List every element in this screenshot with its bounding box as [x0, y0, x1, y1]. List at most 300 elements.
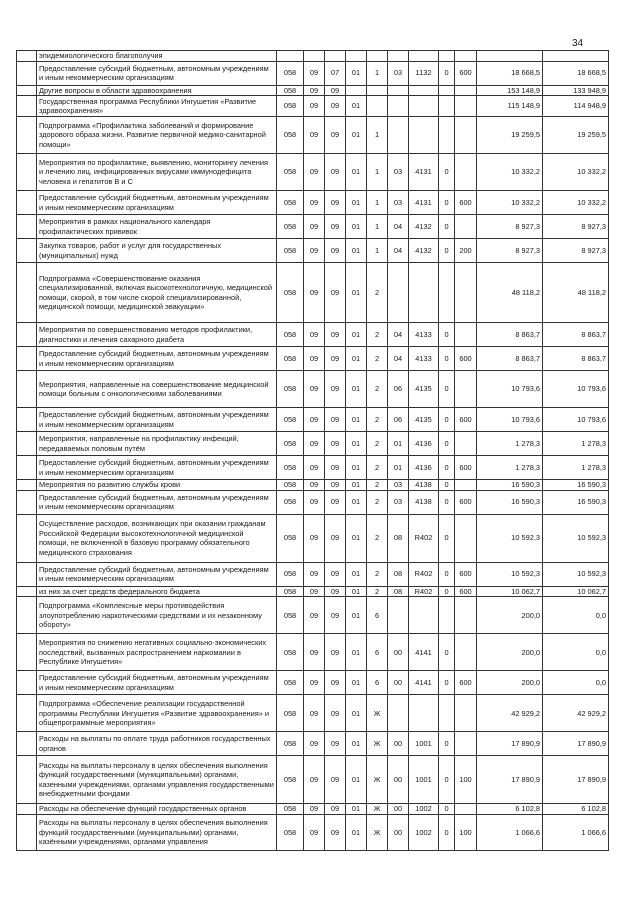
code-cell: 01	[346, 154, 367, 191]
row-name: Подпрограмма «Профилактика заболеваний и формирование здорового образа жизни. Развитие первичной медико-санитарной помощи»	[37, 117, 277, 154]
amount-plan: 10 332,2	[477, 154, 543, 191]
code-cell: 04	[388, 239, 409, 263]
amount-actual: 10 592,3	[543, 514, 609, 562]
code-cell	[439, 695, 455, 732]
code-cell	[455, 634, 477, 671]
code-cell: 0	[439, 408, 455, 432]
row-index-cell	[17, 490, 37, 514]
code-cell: 01	[346, 347, 367, 371]
row-name: Другие вопросы в области здравоохранения	[37, 85, 277, 96]
row-name: Предоставление субсидий бюджетным, автономным учреждениям и иным некоммерческим организациям	[37, 456, 277, 480]
code-cell: R402	[409, 514, 439, 562]
code-cell: 09	[304, 215, 325, 239]
amount-actual: 18 668,5	[543, 61, 609, 85]
row-index-cell	[17, 85, 37, 96]
code-cell: 09	[325, 634, 346, 671]
code-cell: 2	[367, 514, 388, 562]
code-cell: 4135	[409, 408, 439, 432]
code-cell: 01	[388, 432, 409, 456]
row-name: Предоставление субсидий бюджетным, автономным учреждениям и иным некоммерческим организациям	[37, 347, 277, 371]
amount-actual: 10 793,6	[543, 371, 609, 408]
code-cell	[439, 85, 455, 96]
code-cell: 600	[455, 671, 477, 695]
code-cell: 01	[346, 514, 367, 562]
code-cell: 09	[304, 597, 325, 634]
code-cell: 4132	[409, 215, 439, 239]
code-cell: 03	[388, 154, 409, 191]
amount-plan: 16 590,3	[477, 490, 543, 514]
code-cell: R402	[409, 562, 439, 586]
code-cell: 04	[388, 215, 409, 239]
code-cell: 09	[325, 215, 346, 239]
code-cell: 09	[325, 586, 346, 597]
code-cell: 09	[304, 263, 325, 323]
code-cell: 00	[388, 756, 409, 804]
code-cell: 0	[439, 239, 455, 263]
amount-plan: 8 927,3	[477, 239, 543, 263]
page-number: 34	[572, 38, 584, 49]
row-index-cell	[17, 732, 37, 756]
code-cell: 01	[346, 671, 367, 695]
code-cell: 09	[304, 732, 325, 756]
row-index-cell	[17, 695, 37, 732]
code-cell	[439, 263, 455, 323]
amount-actual: 1 066,6	[543, 814, 609, 850]
amount-actual: 8 927,3	[543, 215, 609, 239]
code-cell: 09	[325, 732, 346, 756]
code-cell: 0	[439, 154, 455, 191]
amount-actual: 10 062,7	[543, 586, 609, 597]
code-cell: 03	[388, 480, 409, 491]
code-cell: 600	[455, 191, 477, 215]
amount-actual: 10 332,2	[543, 154, 609, 191]
code-cell	[455, 263, 477, 323]
code-cell: 2	[367, 562, 388, 586]
code-cell	[439, 117, 455, 154]
code-cell: 01	[346, 96, 367, 117]
amount-plan: 1 066,6	[477, 814, 543, 850]
row-name: Подпрограмма «Комплексные меры противодействия злоупотреблению наркотическими средствами и их незаконному обороту»	[37, 597, 277, 634]
table-row	[17, 239, 609, 263]
code-cell: 0	[439, 432, 455, 456]
code-cell: 01	[346, 215, 367, 239]
code-cell: 4138	[409, 490, 439, 514]
code-cell: 03	[388, 490, 409, 514]
row-index-cell	[17, 408, 37, 432]
table-row	[17, 51, 609, 62]
code-cell: 4141	[409, 634, 439, 671]
table-row	[17, 634, 609, 671]
code-cell: 1132	[409, 61, 439, 85]
table-row	[17, 597, 609, 634]
row-name: Подпрограмма «Совершенствование оказания специализированной, включая высокотехнологичную, медицинской помощи, скорой, в том числе скорой специализированной, медицинской помощи, медицинской эвакуации»	[37, 263, 277, 323]
code-cell: 00	[388, 671, 409, 695]
code-cell: 600	[455, 61, 477, 85]
amount-actual: 10 592,3	[543, 562, 609, 586]
code-cell: 058	[277, 191, 304, 215]
code-cell: 01	[346, 191, 367, 215]
table-row	[17, 263, 609, 323]
code-cell: 09	[304, 586, 325, 597]
code-cell: 09	[325, 239, 346, 263]
code-cell	[409, 96, 439, 117]
row-index-cell	[17, 514, 37, 562]
code-cell: 058	[277, 239, 304, 263]
row-index-cell	[17, 96, 37, 117]
amount-plan: 115 148,9	[477, 96, 543, 117]
amount-actual: 48 118,2	[543, 263, 609, 323]
code-cell	[455, 371, 477, 408]
code-cell	[455, 117, 477, 154]
row-index-cell	[17, 634, 37, 671]
code-cell: 09	[325, 695, 346, 732]
code-cell: 2	[367, 490, 388, 514]
row-index-cell	[17, 804, 37, 815]
code-cell: 2	[367, 408, 388, 432]
code-cell: 01	[346, 263, 367, 323]
code-cell: 058	[277, 586, 304, 597]
code-cell	[388, 117, 409, 154]
row-name: Мероприятия по совершенствованию методов профилактики, диагностики и лечения сахарного диабета	[37, 323, 277, 347]
code-cell: 09	[304, 191, 325, 215]
code-cell: 09	[304, 756, 325, 804]
code-cell	[409, 85, 439, 96]
code-cell: 058	[277, 85, 304, 96]
amount-actual: 0,0	[543, 634, 609, 671]
code-cell: 09	[304, 117, 325, 154]
code-cell: 6	[367, 597, 388, 634]
amount-plan: 1 278,3	[477, 432, 543, 456]
code-cell: 00	[388, 732, 409, 756]
code-cell: 01	[346, 756, 367, 804]
code-cell: 09	[304, 85, 325, 96]
row-index-cell	[17, 671, 37, 695]
row-name: эпидемиологического благополучия	[37, 51, 277, 62]
code-cell: 0	[439, 323, 455, 347]
row-index-cell	[17, 456, 37, 480]
code-cell: 600	[455, 456, 477, 480]
code-cell: 0	[439, 562, 455, 586]
amount-plan: 10 793,6	[477, 371, 543, 408]
code-cell: 2	[367, 432, 388, 456]
row-name: Предоставление субсидий бюджетным, автономным учреждениям и иным некоммерческим организациям	[37, 671, 277, 695]
table-row	[17, 490, 609, 514]
code-cell: 00	[388, 634, 409, 671]
code-cell: 1	[367, 239, 388, 263]
code-cell: Ж	[367, 756, 388, 804]
code-cell: 01	[346, 432, 367, 456]
code-cell: 600	[455, 408, 477, 432]
code-cell: 00	[388, 804, 409, 815]
code-cell: 2	[367, 323, 388, 347]
amount-plan: 48 118,2	[477, 263, 543, 323]
row-index-cell	[17, 263, 37, 323]
code-cell: 0	[439, 634, 455, 671]
code-cell: Ж	[367, 814, 388, 850]
code-cell: 01	[346, 408, 367, 432]
code-cell	[346, 51, 367, 62]
code-cell: 09	[304, 323, 325, 347]
row-index-cell	[17, 371, 37, 408]
code-cell: 09	[304, 695, 325, 732]
code-cell: 200	[455, 239, 477, 263]
row-index-cell	[17, 756, 37, 804]
code-cell: 01	[346, 480, 367, 491]
code-cell: 058	[277, 695, 304, 732]
code-cell: 1	[367, 215, 388, 239]
code-cell: 058	[277, 408, 304, 432]
code-cell: 09	[304, 804, 325, 815]
code-cell: 01	[346, 814, 367, 850]
table-row	[17, 347, 609, 371]
amount-actual: 8 927,3	[543, 239, 609, 263]
amount-actual: 10 793,6	[543, 408, 609, 432]
code-cell: 1002	[409, 804, 439, 815]
code-cell: 01	[346, 634, 367, 671]
code-cell: 4136	[409, 432, 439, 456]
code-cell: 08	[388, 586, 409, 597]
code-cell: 01	[346, 456, 367, 480]
code-cell: 1001	[409, 732, 439, 756]
code-cell: 058	[277, 514, 304, 562]
code-cell: 0	[439, 732, 455, 756]
table-row	[17, 432, 609, 456]
code-cell: 06	[388, 371, 409, 408]
row-index-cell	[17, 191, 37, 215]
code-cell: 058	[277, 562, 304, 586]
code-cell: 01	[346, 732, 367, 756]
table-row	[17, 695, 609, 732]
code-cell: 4133	[409, 323, 439, 347]
amount-actual: 16 590,3	[543, 480, 609, 491]
table-row	[17, 85, 609, 96]
code-cell	[388, 51, 409, 62]
code-cell	[346, 85, 367, 96]
code-cell: 2	[367, 263, 388, 323]
code-cell: 09	[304, 490, 325, 514]
code-cell: 09	[325, 671, 346, 695]
row-index-cell	[17, 154, 37, 191]
code-cell: 4131	[409, 154, 439, 191]
code-cell: Ж	[367, 695, 388, 732]
amount-actual: 17 890,9	[543, 732, 609, 756]
code-cell: 4131	[409, 191, 439, 215]
amount-actual: 114 948,9	[543, 96, 609, 117]
amount-plan: 200,0	[477, 634, 543, 671]
code-cell: 0	[439, 490, 455, 514]
amount-actual: 17 890,9	[543, 756, 609, 804]
code-cell: 09	[325, 263, 346, 323]
table-row	[17, 480, 609, 491]
code-cell	[455, 432, 477, 456]
code-cell	[325, 51, 346, 62]
code-cell: 01	[346, 597, 367, 634]
amount-plan: 17 890,9	[477, 756, 543, 804]
row-name: Мероприятия по профилактике, выявлению, мониторингу лечения и лечению лиц, инфицированных вирусами иммунодефицита человека и гепатитов В и С	[37, 154, 277, 191]
code-cell: 058	[277, 597, 304, 634]
amount-plan: 18 668,5	[477, 61, 543, 85]
code-cell: 09	[304, 96, 325, 117]
code-cell: 09	[325, 562, 346, 586]
code-cell	[439, 51, 455, 62]
code-cell: 0	[439, 514, 455, 562]
code-cell: 09	[304, 371, 325, 408]
row-name: Расходы на выплаты по оплате труда работников государственных органов	[37, 732, 277, 756]
row-name: Расходы на выплаты персоналу в целях обеспечения выполнения функций государственными (муниципальными) органами, казёнными учреждениями, органами управления	[37, 814, 277, 850]
amount-plan: 1 278,3	[477, 456, 543, 480]
row-name: Закупка товаров, работ и услуг для государственных (муниципальных) нужд	[37, 239, 277, 263]
code-cell: Ж	[367, 804, 388, 815]
code-cell	[409, 263, 439, 323]
row-index-cell	[17, 323, 37, 347]
code-cell: 058	[277, 263, 304, 323]
code-cell: 09	[304, 814, 325, 850]
code-cell: 0	[439, 756, 455, 804]
code-cell	[455, 51, 477, 62]
code-cell: 07	[325, 61, 346, 85]
code-cell: 058	[277, 154, 304, 191]
code-cell: 2	[367, 586, 388, 597]
code-cell: 0	[439, 480, 455, 491]
amount-actual: 0,0	[543, 597, 609, 634]
code-cell	[304, 51, 325, 62]
row-index-cell	[17, 562, 37, 586]
code-cell: 2	[367, 480, 388, 491]
amount-plan	[477, 51, 543, 62]
code-cell: 1	[367, 191, 388, 215]
row-name: Мероприятия, направленные на профилактику инфекций, передаваемых половым путём	[37, 432, 277, 456]
table-row	[17, 61, 609, 85]
budget-table	[16, 50, 609, 851]
code-cell: 01	[346, 562, 367, 586]
amount-actual: 1 278,3	[543, 456, 609, 480]
code-cell: 2	[367, 456, 388, 480]
code-cell: 01	[346, 695, 367, 732]
amount-plan: 8 863,7	[477, 323, 543, 347]
table-row	[17, 96, 609, 117]
code-cell: 04	[388, 347, 409, 371]
code-cell	[388, 85, 409, 96]
table-row	[17, 814, 609, 850]
code-cell: 09	[325, 347, 346, 371]
row-name: Мероприятия по снижению негативных социально-экономических последствий, вызванных распространением наркомании в Республике Ингушетия»	[37, 634, 277, 671]
code-cell: 058	[277, 490, 304, 514]
code-cell: 09	[325, 154, 346, 191]
code-cell	[455, 732, 477, 756]
code-cell: 09	[304, 61, 325, 85]
code-cell: 600	[455, 490, 477, 514]
code-cell: 09	[304, 562, 325, 586]
code-cell: 0	[439, 191, 455, 215]
table-row	[17, 756, 609, 804]
code-cell: 09	[325, 814, 346, 850]
code-cell	[388, 263, 409, 323]
amount-plan: 8 863,7	[477, 347, 543, 371]
table-row	[17, 191, 609, 215]
code-cell: 600	[455, 562, 477, 586]
code-cell	[439, 597, 455, 634]
code-cell: 0	[439, 371, 455, 408]
code-cell: 058	[277, 671, 304, 695]
code-cell	[388, 597, 409, 634]
code-cell	[388, 695, 409, 732]
code-cell: 01	[346, 804, 367, 815]
code-cell: 09	[325, 96, 346, 117]
code-cell: 6	[367, 671, 388, 695]
code-cell: 4132	[409, 239, 439, 263]
code-cell	[455, 215, 477, 239]
code-cell: 4136	[409, 456, 439, 480]
row-name: Государственная программа Республики Ингушетия «Развитие здравоохранения»	[37, 96, 277, 117]
table-row	[17, 804, 609, 815]
code-cell	[455, 85, 477, 96]
row-index-cell	[17, 814, 37, 850]
code-cell: 600	[455, 347, 477, 371]
code-cell	[455, 154, 477, 191]
code-cell: 01	[346, 586, 367, 597]
code-cell	[388, 96, 409, 117]
code-cell: 09	[325, 490, 346, 514]
code-cell: 058	[277, 96, 304, 117]
code-cell: 09	[325, 756, 346, 804]
row-index-cell	[17, 347, 37, 371]
amount-actual: 8 863,7	[543, 347, 609, 371]
code-cell	[455, 804, 477, 815]
code-cell: 100	[455, 814, 477, 850]
code-cell: 058	[277, 323, 304, 347]
code-cell: 03	[388, 191, 409, 215]
table-row	[17, 562, 609, 586]
table-row	[17, 732, 609, 756]
amount-actual: 16 590,3	[543, 490, 609, 514]
code-cell: 0	[439, 61, 455, 85]
code-cell: 09	[304, 456, 325, 480]
code-cell: 09	[304, 408, 325, 432]
amount-plan: 10 793,6	[477, 408, 543, 432]
row-name: Предоставление субсидий бюджетным, автономным учреждениям и иным некоммерческим организациям	[37, 562, 277, 586]
code-cell: 4138	[409, 480, 439, 491]
code-cell: 058	[277, 804, 304, 815]
code-cell: 1	[367, 117, 388, 154]
row-index-cell	[17, 239, 37, 263]
code-cell	[409, 597, 439, 634]
row-name: Предоставление субсидий бюджетным, автономным учреждениям и иным некоммерческим организациям	[37, 408, 277, 432]
code-cell: 058	[277, 732, 304, 756]
code-cell	[277, 51, 304, 62]
row-name: Предоставление субсидий бюджетным, автономным учреждениям и иным некоммерческим организациям	[37, 490, 277, 514]
row-index-cell	[17, 480, 37, 491]
amount-actual: 10 332,2	[543, 191, 609, 215]
table-row	[17, 215, 609, 239]
code-cell	[455, 695, 477, 732]
code-cell: 09	[304, 432, 325, 456]
code-cell: 01	[346, 239, 367, 263]
code-cell	[409, 695, 439, 732]
code-cell: 100	[455, 756, 477, 804]
code-cell	[409, 117, 439, 154]
code-cell	[409, 51, 439, 62]
code-cell: 08	[388, 562, 409, 586]
row-name: Подпрограмма «Обеспечение реализации государственной программы Республики Ингушетия «Развитие здравоохранения» и общепрограммные мероприятия»	[37, 695, 277, 732]
code-cell: 09	[304, 514, 325, 562]
code-cell: 058	[277, 756, 304, 804]
amount-actual: 19 259,5	[543, 117, 609, 154]
code-cell: 1	[367, 154, 388, 191]
row-index-cell	[17, 51, 37, 62]
code-cell: 03	[388, 61, 409, 85]
code-cell	[367, 51, 388, 62]
code-cell: 09	[325, 597, 346, 634]
